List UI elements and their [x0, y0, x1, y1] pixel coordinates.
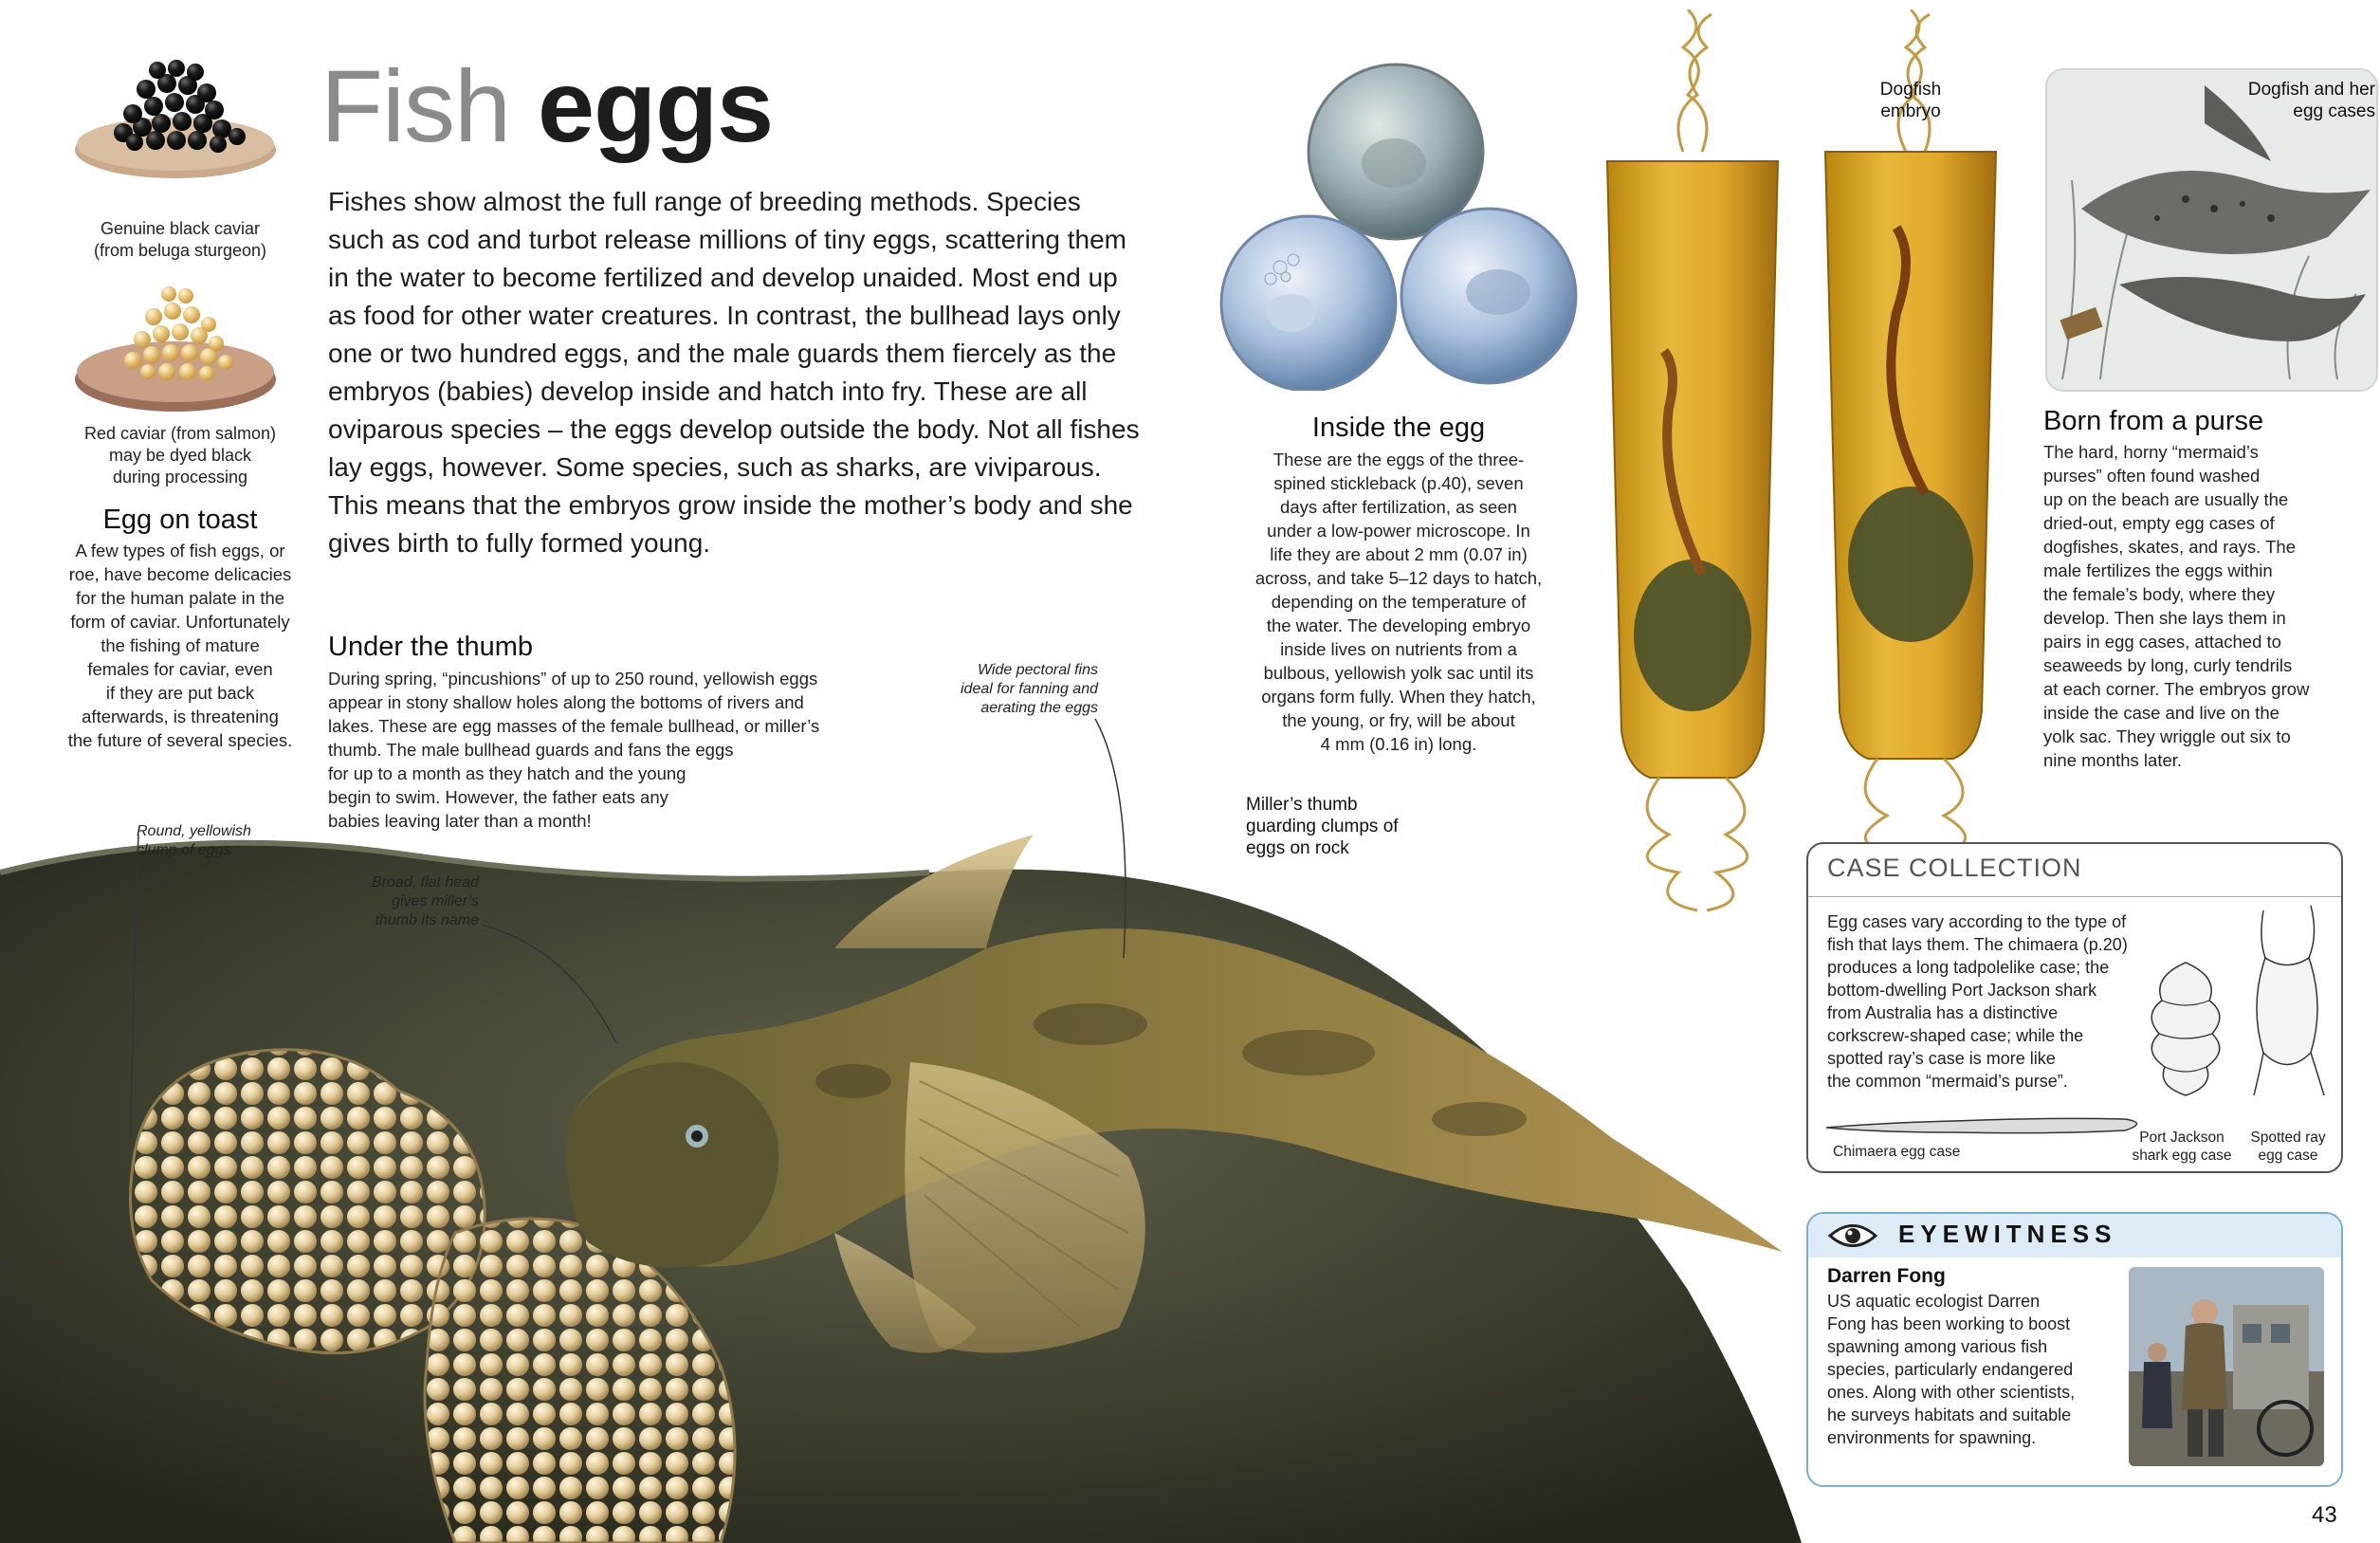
body-line: corkscrew-shaped case; while the [1827, 1026, 2084, 1045]
body-line: depending on the temperature of [1271, 592, 1527, 612]
body-line: purses” often found washed [2043, 466, 2261, 486]
title-light-word: Fish [320, 48, 511, 163]
dogfish-cases-label [2171, 79, 2375, 122]
body-line: spotted ray’s case is more like [1827, 1049, 2056, 1068]
body-line: the future of several species. [67, 730, 293, 750]
inside-the-egg-body [1233, 448, 1565, 756]
case-collection-body [1827, 910, 2150, 1093]
body-line: for up to a month as they hatch and the young [328, 763, 687, 783]
body-line: produces a long tadpolelike case; the [1827, 958, 2110, 977]
label-line: Dogfish [1879, 80, 1942, 100]
body-line: dogfishes, skates, and rays. The [2043, 537, 2297, 557]
body-line: nine months later. [2043, 750, 2183, 770]
born-from-a-purse-body [2043, 440, 2366, 772]
body-line: the female’s body, where they [2043, 584, 2276, 604]
body-line: roe, have become delicacies [68, 564, 292, 584]
caption-line: during processing [112, 468, 248, 487]
body-line: the fishing of mature [101, 635, 260, 655]
body-line: develop. Then she lays them in [2043, 608, 2286, 628]
body-line: Egg cases vary according to the type of [1827, 912, 2127, 931]
body-line: seaweeds by long, curly tendrils [2043, 655, 2293, 675]
body-line: at each corner. The embryos grow [2043, 679, 2310, 699]
spotted-ray-case-label [2241, 1129, 2335, 1165]
body-line: begin to swim. However, the father eats any [328, 787, 668, 807]
egg-on-toast-heading: Egg on toast [102, 505, 258, 535]
body-line: up on the beach are usually the [2043, 489, 2289, 509]
body-line: Fong has been working to boost [1827, 1314, 2071, 1333]
body-line: afterwards, is threatening [82, 707, 279, 726]
caption-line: Miller’s thumb [1246, 795, 1358, 815]
caption-line: eggs on rock [1246, 838, 1349, 858]
leader-line-egg-clump [131, 835, 138, 1138]
body-line: The hard, horny “mermaid’s [2043, 442, 2259, 462]
eye-icon [1827, 1220, 1878, 1252]
chimaera-case-drawing [1822, 1113, 2153, 1142]
body-line: male fertilizes the eggs within [2043, 560, 2273, 580]
chimaera-case-label: Chimaera egg case [1833, 1144, 1961, 1160]
eyewitness-title: EYEWITNESS [1898, 1220, 2117, 1248]
body-line: babies leaving later than a month! [328, 811, 592, 831]
body-line: 4 mm (0.16 in) long. [1320, 734, 1477, 754]
label-line: egg cases [2293, 101, 2375, 121]
body-line: appear in stony shallow holes along the bottoms of rivers and [328, 692, 804, 712]
intro-paragraph: Fishes show almost the full range of breeding methods. Species such as cod and turbot release millions of tiny eggs, scattering them in the water to become fertilized and develop unaided. Most end up as food for other water creatures. In contrast, the bullhead lays only one or two hundred eggs, and the male guards them fiercely as the embryos (babies) develop inside and hatch into fry. These are all oviparous species – the eggs develop outside the body. Not all fishes lay eggs, however. Some species, such as sharks, are viviparous. This means that the embryos grow inside the mother’s body and she gives birth to fully formed young. [328, 187, 1140, 558]
body-line: A few types of fish eggs, or [75, 541, 285, 560]
annotation-line: Wide pectoral fins [977, 662, 1098, 678]
annotation-line: gives miller’s [392, 893, 479, 909]
body-line: inside lives on nutrients from a [1280, 639, 1517, 659]
label-line: embryo [1880, 101, 1941, 121]
page-number: 43 [2312, 1502, 2337, 1528]
body-line: under a low-power microscope. In [1267, 521, 1530, 541]
dogfish-embryo-label [1849, 79, 1972, 122]
body-line: the common “mermaid’s purse”. [1827, 1072, 2068, 1091]
port-jackson-case-label [2129, 1129, 2235, 1165]
label-line: shark egg case [2132, 1148, 2232, 1164]
leader-line-pectoral [1095, 719, 1126, 958]
body-line: females for caviar, even [87, 659, 273, 679]
body-line: inside the case and live on the [2043, 703, 2279, 723]
annotation-line: thumb its name [375, 912, 479, 928]
body-line: for the human palate in the [75, 588, 285, 608]
body-line: the young, or fry, will be about [1282, 710, 1515, 730]
eyewitness-panel [1806, 1212, 2343, 1487]
stickleback-eggs-image [1214, 59, 1584, 391]
body-line: ones. Along with other scientists, [1827, 1383, 2076, 1402]
body-line: organs form fully. When they hatch, [1261, 687, 1536, 707]
annotation-line: aerating the eggs [980, 700, 1098, 716]
annotation-line: clump of eggs [137, 842, 231, 858]
port-jackson-case-drawing [2138, 958, 2233, 1100]
eyewitness-body [1827, 1290, 2102, 1449]
caption-line: Genuine black caviar [100, 219, 261, 238]
dogfish-egg-cases-image [1593, 9, 2086, 939]
label-line: Spotted ray [2250, 1130, 2326, 1146]
body-line: During spring, “pincushions” of up to 250 round, yellowish eggs [328, 669, 818, 689]
body-line: across, and take 5–12 days to hatch, [1254, 568, 1543, 588]
annotation-line: Round, yellowish [137, 823, 251, 839]
body-line: fish that lays them. The chimaera (p.20) [1827, 935, 2128, 954]
label-line: Dogfish and her [2247, 80, 2375, 100]
eyewitness-name: Darren Fong [1827, 1265, 1946, 1287]
body-line: bulbous, yellowish yolk sac until its [1263, 663, 1534, 683]
annotation-line: ideal for fanning and [961, 681, 1098, 697]
body-line: pairs in egg cases, attached to [2043, 632, 2281, 652]
body-line: spined stickleback (p.40), seven [1273, 473, 1524, 493]
caption-line: Red caviar (from salmon) [83, 424, 277, 443]
body-line: spawning among various fish [1827, 1337, 2048, 1356]
leader-line-flat-head [482, 925, 616, 1043]
body-line: he surveys habitats and suitable [1827, 1405, 2072, 1424]
body-line: form of caviar. Unfortunately [70, 612, 290, 632]
case-collection-panel [1806, 842, 2343, 1173]
body-line: days after fertilization, as seen [1280, 497, 1517, 517]
case-collection-title: CASE COLLECTION [1827, 854, 2082, 882]
body-line: from Australia has a distinctive [1827, 1003, 2059, 1022]
body-line: These are the eggs of the three- [1272, 450, 1525, 469]
under-the-thumb-heading: Under the thumb [328, 632, 534, 662]
caption-line: may be dyed black [108, 446, 252, 465]
body-line: US aquatic ecologist Darren [1827, 1292, 2041, 1311]
body-line: lakes. These are egg masses of the female bullhead, or miller’s [328, 716, 820, 736]
body-line: life they are about 2 mm (0.07 in) [1270, 544, 1528, 564]
body-line: the water. The developing embryo [1266, 615, 1531, 635]
inside-the-egg-heading: Inside the egg [1311, 413, 1486, 443]
body-line: if they are put back [105, 683, 255, 703]
body-line: thumb. The male bullhead guards and fans the eggs [328, 740, 734, 760]
born-from-a-purse-heading: Born from a purse [2043, 406, 2264, 436]
body-line: dried-out, empty egg cases of [2043, 513, 2275, 533]
darren-fong-photo [2129, 1267, 2324, 1466]
body-line: bottom-dwelling Port Jackson shark [1827, 981, 2097, 1000]
caption-line: guarding clumps of [1246, 817, 1399, 836]
label-line: Port Jackson [2139, 1130, 2224, 1146]
body-line: yolk sac. They wriggle out six to [2043, 726, 2291, 746]
body-line: environments for spawning. [1827, 1428, 2037, 1447]
title-bold-word: eggs [538, 48, 774, 163]
case-collection-divider [1808, 896, 2341, 897]
caption-line: (from beluga sturgeon) [93, 241, 267, 260]
body-line: species, particularly endangered [1827, 1360, 2074, 1379]
label-line: egg case [2258, 1148, 2318, 1164]
annotation-line: Broad, flat head [372, 874, 479, 891]
spotted-ray-case-drawing [2244, 901, 2330, 1100]
